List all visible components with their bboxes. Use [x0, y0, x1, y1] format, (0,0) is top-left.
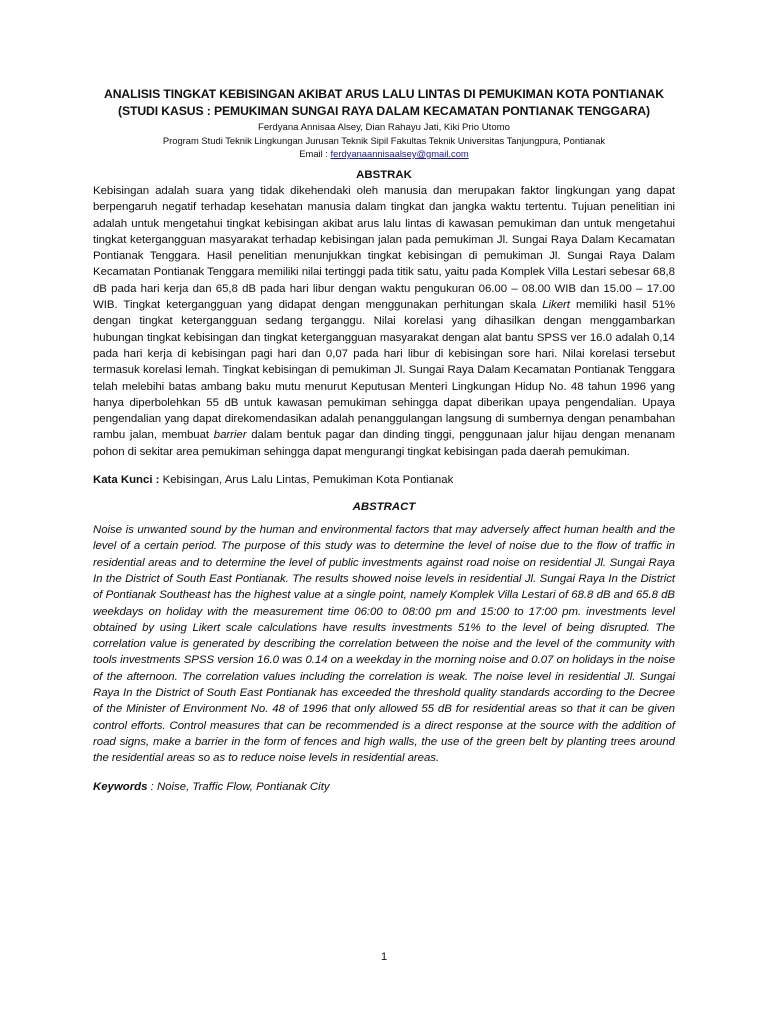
- keywords-text: : Noise, Traffic Flow, Pontianak City: [147, 780, 330, 793]
- likert-term: Likert: [542, 299, 570, 312]
- abstract-paragraph: Noise is unwanted sound by the human and environmental factors that may adversely affect human health and the level of a certain period. The purpose of this study was to determine the level of noise due to the flow of traffic in residential areas and to determine the level of public investments against road noise on residential Jl. Sungai Raya In the District of South East Pontianak. The results showed noise levels in residential Jl. Sungai Raya In the District of Pontianak Southeast has the highest value at a single point, namely Komplek Villa Lestari of 68.8 dB and 65.8 dB weekdays on holiday with the measurement time 06:00 to 08:00 pm and 15:00 to 17:00 pm. investments level obtained by using Likert scale calculations have results investments 51% to the level of being disrupted. The correlation value is generated by describing the correlation between the noise and the level of the community with tools investments SPSS version 16.0 was 0.14 on a weekday in the morning noise and 0.07 on holidays in the noise of the afternoon. The correlation values including the correlation is weak. The noise level in residential Jl. Sungai Raya In the District of South East Pontianak has exceeded the threshold quality standards according to the Decree of the Minister of Environment No. 48 of 1996 that only allowed 55 dB for residential areas so that it can be given control efforts. Control measures that can be recommended is a direct response at the source with the addition of road signs, make a barrier in the form of fences and high walls, the use of the green belt by planting trees around the residential areas so as to reduce noise levels in residential areas.: [93, 524, 675, 765]
- abstrak-part-3: dalam bentuk pagar dan dinding tinggi, penggunaan jalur hijau dengan menanam pohon di sekitar area pemukiman sehingga dapat mengurangi tingkat kebisingan pada daerah pemukiman.: [93, 429, 675, 458]
- keywords: [93, 779, 675, 795]
- abstrak-part-2: memiliki hasil 51% dengan tingkat ketergangguan sedang terganggu. Nilai korelasi yang dihasilkan dengan menggambarkan hubungan tingkat kebisingan dan tingkat ketergangguan masyarakat dengan alat bantu SPSS ver 16.0 adalah 0,14 pada hari kerja di kebisingan pagi hari dan 0,07 pada hari libur di kebisingan sore hari. Nilai korelasi tersebut termasuk korelasi lemah. Tingkat kebisingan di pemukiman Jl. Sungai Raya Dalam Kecamatan Pontianak Tenggara telah melebihi batas ambang baku mutu menurut Keputusan Menteri Lingkungan Hidup No. 48 tahun 1996 yang hanya diperbolehkan 55 dB untuk kawasan pemukiman sehingga dapat diberikan upaya pengendalian. Upaya pengendalian yang dapat direkomendasikan adalah penanggulangan langsung di sumbernya dengan penambahan rambu jalan, membuat: [93, 299, 675, 442]
- abstrak-paragraph: [93, 183, 675, 460]
- affiliation: Program Studi Teknik Lingkungan Jurusan Teknik Sipil Fakultas Teknik Universitas Tanjungpura, Pontianak: [162, 135, 606, 146]
- email-label: Email :: [299, 148, 331, 159]
- abstract-heading: ABSTRACT: [352, 501, 416, 514]
- title-line-2: (STUDI KASUS : PEMUKIMAN SUNGAI RAYA DALAM KECAMATAN PONTIANAK TENGGARA): [118, 104, 650, 118]
- authors: Ferdyana Annisaa Alsey, Dian Rahayu Jati, Kiki Prio Utomo: [257, 122, 511, 133]
- page-number: 1: [380, 951, 388, 963]
- email-link[interactable]: ferdyanaannisaalsey@gmail.com: [330, 148, 469, 159]
- kata-kunci: [93, 472, 675, 488]
- paper-page: [93, 86, 675, 795]
- barrier-term: barrier: [213, 429, 247, 442]
- kata-kunci-label: Kata Kunci :: [93, 474, 163, 487]
- paper-title: [93, 86, 675, 120]
- abstrak-part-1: Kebisingan adalah suara yang tidak dikehendaki oleh manusia dan merupakan faktor lingkungan yang dapat berpengaruh negatif terhadap kesehatan manusia dalam tingkat dan jangka waktu tertentu. Tujuan penelitian ini adalah untuk mengetahui tingkat kebisingan akibat arus lalu lintas di kawasan pemukiman dan untuk mengetahui tingkat ketergangguan masyarakat terhadap kebisingan jalan pada pemukiman Jl. Sungai Raya Dalam Kecamatan Pontianak Tenggara. Hasil penelitian menunjukkan tingkat kebisingan di pemukiman Jl. Sungai Raya Dalam Kecamatan Pontianak Tenggara memiliki nilai tertinggi pada titik satu, yaitu pada Komplek Villa Lestari sebesar 68,8 dB pada hari kerja dan 65,8 dB pada hari libur dengan waktu pengukuran 06.00 – 08.00 WIB dan 15.00 – 17.00 WIB. Tingkat ketergangguan yang didapat dengan menggunakan perhitungan skala: [93, 185, 675, 312]
- abstrak-heading: ABSTRAK: [356, 169, 412, 181]
- kata-kunci-text: Kebisingan, Arus Lalu Lintas, Pemukiman Kota Pontianak: [162, 474, 454, 487]
- keywords-label: Keywords: [93, 780, 148, 793]
- title-line-1: ANALISIS TINGKAT KEBISINGAN AKIBAT ARUS LALU LINTAS DI PEMUKIMAN KOTA PONTIANAK: [104, 87, 664, 101]
- email-line: [93, 147, 675, 160]
